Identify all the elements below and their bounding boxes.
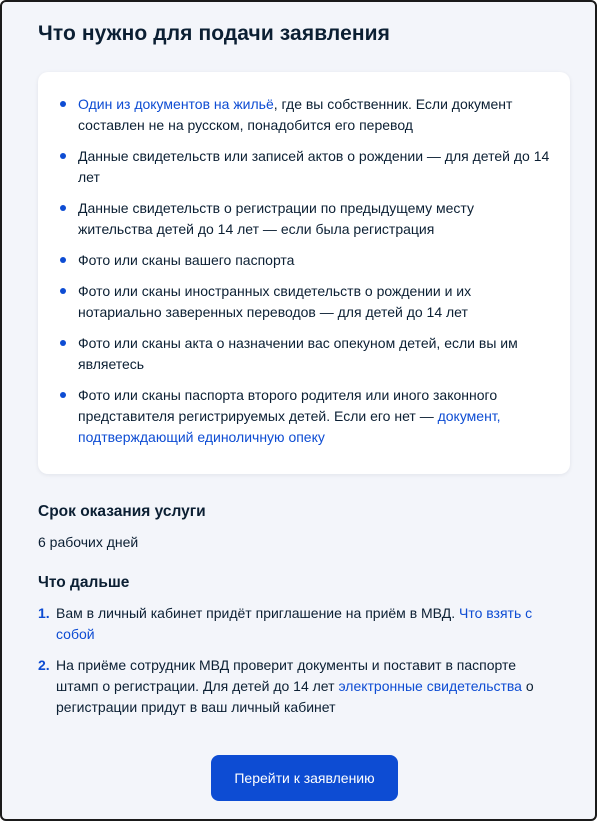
bullet-icon	[60, 257, 66, 263]
list-item	[78, 250, 550, 271]
requirement-text: Данные свидетельств о регистрации по предыдущему месту жительства детей до 14 лет — если была регистрация	[78, 200, 475, 237]
list-item	[78, 94, 550, 136]
bullet-icon	[60, 392, 66, 398]
list-item	[78, 385, 550, 448]
requirement-text: Фото или сканы иностранных свидетельств о рождении и их нотариально заверенных переводов — для детей до 14 лет	[78, 283, 472, 320]
requirement-text: Данные свидетельств или записей актов о рождении — для детей до 14 лет	[78, 148, 550, 185]
requirements-list	[38, 72, 570, 448]
requirement-text: Фото или сканы акта о назначении вас опекуном детей, если вы им являетесь	[78, 335, 518, 372]
bullet-icon	[60, 205, 66, 211]
list-item	[78, 146, 550, 188]
step-text-after: о регистрации придут в ваш личный кабинет	[56, 678, 534, 715]
list-item	[38, 603, 558, 645]
requirement-text: Фото или сканы паспорта второго родителя или иного законного представителя регистрируемых детей. Если его нет —	[78, 387, 498, 424]
bullet-icon	[60, 153, 66, 159]
bullet-icon	[60, 101, 66, 107]
list-item	[78, 198, 550, 240]
requirement-text: Фото или сканы вашего паспорта	[78, 252, 295, 268]
list-item	[78, 333, 550, 375]
page-title: Что нужно для подачи заявления	[38, 22, 391, 45]
next-steps-heading: Что дальше	[38, 574, 130, 591]
term-heading: Срок оказания услуги	[38, 503, 206, 520]
step-number: 2.	[38, 657, 50, 673]
next-steps-list	[38, 603, 558, 728]
list-item	[38, 655, 558, 718]
step-text: На приёме сотрудник МВД проверит документы и поставит в паспорте штамп о регистрации. Для детей до 14 лет	[56, 657, 517, 694]
sole-custody-document-link[interactable]: документ, подтверждающий единоличную опеку	[78, 408, 501, 445]
go-to-application-button[interactable]: Перейти к заявлению	[211, 755, 398, 801]
housing-documents-link[interactable]: Один из документов на жильё	[78, 96, 274, 112]
bullet-icon	[60, 288, 66, 294]
term-value: 6 рабочих дней	[38, 534, 139, 550]
requirement-text: , где вы собственник. Если документ составлен не на русском, понадобится его перевод	[78, 96, 513, 133]
list-item	[78, 281, 550, 323]
requirements-card	[38, 72, 570, 474]
electronic-certificates-link[interactable]: электронные свидетельства	[338, 678, 522, 694]
bullet-icon	[60, 340, 66, 346]
step-number: 1.	[38, 605, 50, 621]
step-text: Вам в личный кабинет придёт приглашение на приём в МВД.	[56, 605, 459, 621]
what-to-bring-link[interactable]: Что взять с собой	[56, 605, 533, 642]
